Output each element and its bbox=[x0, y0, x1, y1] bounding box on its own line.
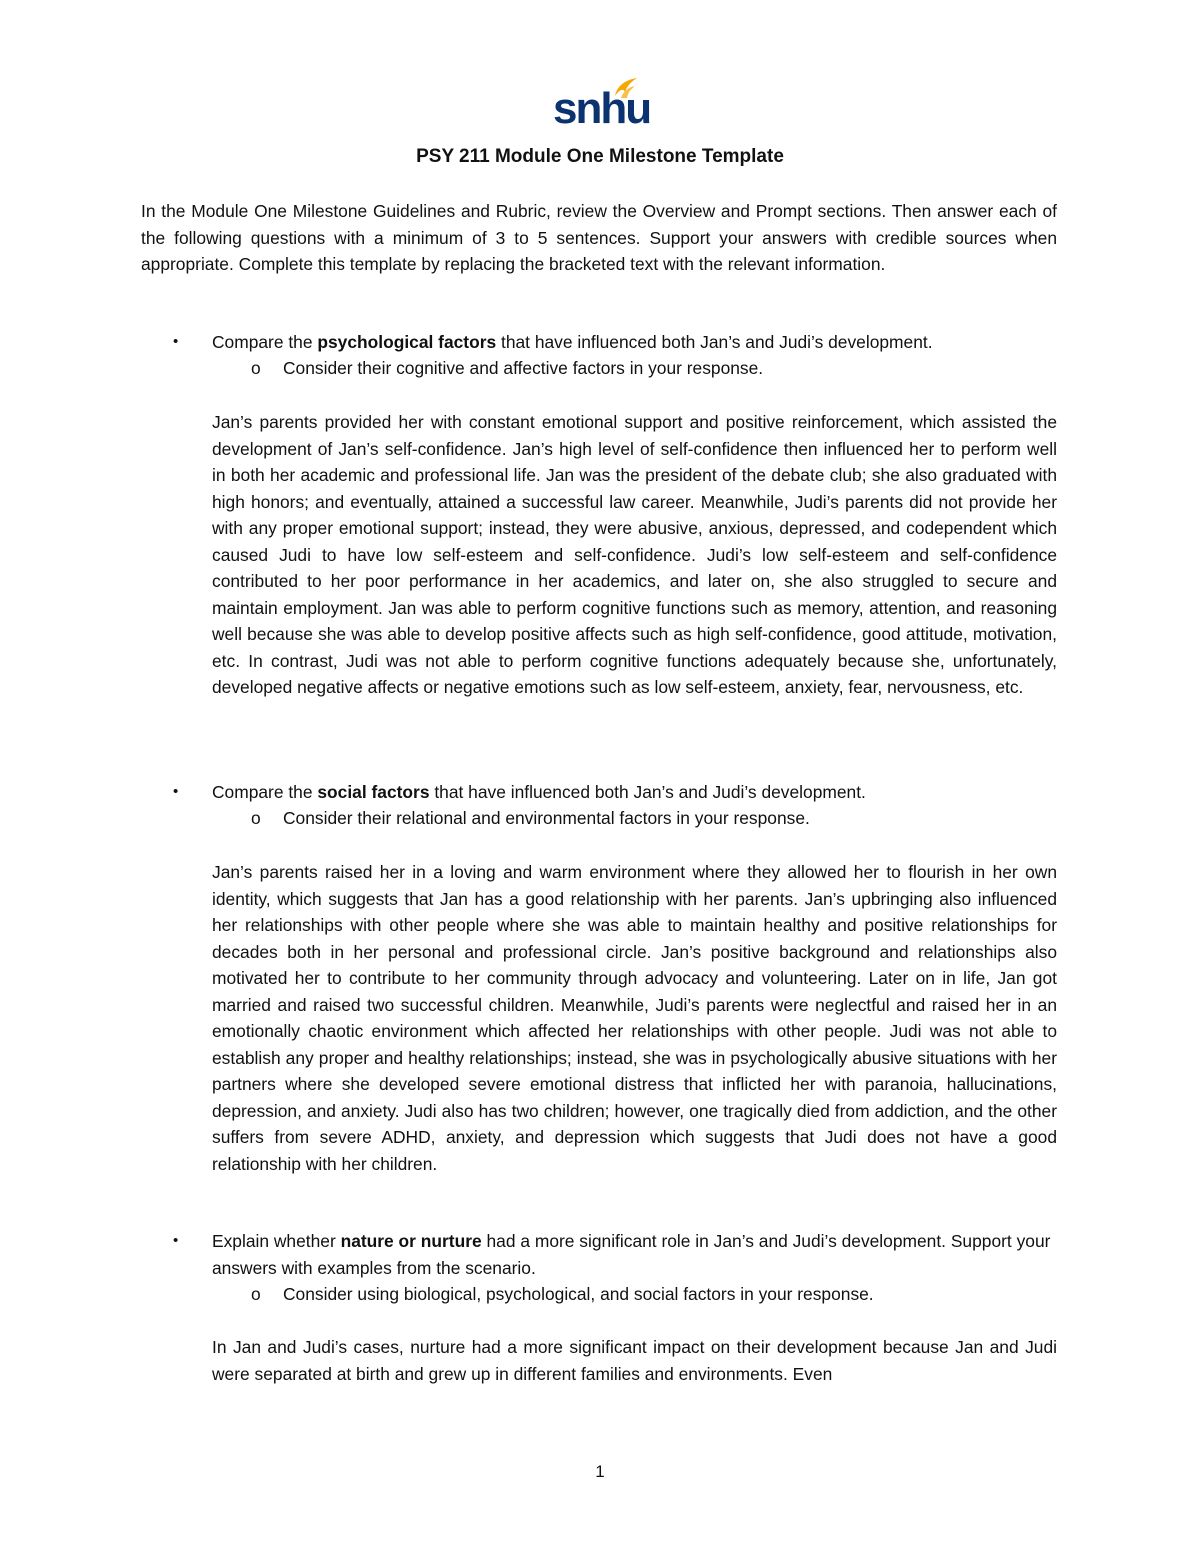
logo-wordmark: snhu bbox=[553, 84, 651, 133]
question-2-sub-text: Consider their relational and environmental factors in your response. bbox=[283, 808, 810, 828]
page-number: 1 bbox=[595, 1462, 605, 1481]
question-3 bbox=[173, 1228, 1057, 1281]
question-3-keyword: nature or nurture bbox=[340, 1231, 482, 1251]
question-2-post: that have influenced both Jan’s and Judi’s development. bbox=[429, 782, 866, 802]
sub-bullet-icon: o bbox=[251, 358, 261, 378]
question-1-post: that have influenced both Jan’s and Judi’s development. bbox=[496, 332, 933, 352]
question-1 bbox=[173, 329, 1057, 356]
document-title: PSY 211 Module One Milestone Template bbox=[416, 146, 784, 167]
question-3-pre: Explain whether bbox=[212, 1231, 341, 1251]
question-1-sub bbox=[251, 355, 1057, 382]
sub-bullet-icon: o bbox=[251, 1284, 261, 1304]
question-1-keyword: psychological factors bbox=[317, 332, 497, 352]
bullet-icon: • bbox=[173, 333, 179, 350]
question-2-keyword: social factors bbox=[317, 782, 430, 802]
bullet-icon: • bbox=[173, 1232, 179, 1249]
question-1-sub-text: Consider their cognitive and affective factors in your response. bbox=[283, 358, 764, 378]
question-3-post: had a more significant role in Jan’s and Judi’s development. Support your answers with examples from the scenario. bbox=[212, 1231, 1051, 1278]
answer-1: Jan’s parents provided her with constant emotional support and positive reinforcement, which assisted the development of Jan’s self-confidence. Jan’s high level of self-confidence then influenced her to perform well in both her academic and professional life. Jan was the president of the debate club; she also graduated with high honors; and eventually, attained a successful law career. Meanwhile, Judi’s parents did not provide her with any proper emotional support; instead, they were abusive, anxious, depressed, and codependent which caused Judi to have low self-esteem and self-confidence. Judi’s low self-esteem and self-confidence contributed to her poor performance in her academics, and later on, she also struggled to secure and maintain employment. Jan was able to perform cognitive functions such as memory, attention, and reasoning well because she was able to develop positive affects such as high self-confidence, good attitude, motivation, etc. In contrast, Judi was not able to perform cognitive functions adequately because she, unfortunately, developed negative affects or negative emotions such as low self-esteem, anxiety, fear, nervousness, etc. bbox=[212, 412, 1057, 697]
question-2-sub bbox=[251, 805, 1057, 832]
question-2-pre: Compare the bbox=[212, 782, 318, 802]
question-2 bbox=[173, 779, 1057, 806]
answer-2: Jan’s parents raised her in a loving and warm environment where they allowed her to flourish in her own identity, which suggests that Jan has a good relationship with her parents. Jan’s upbringing also influenced her relationships with other people where she was able to maintain healthy and positive relationships for decades both in her personal and professional circle. Jan’s positive background and relationships also motivated her to contribute to her community through advocacy and volunteering. Later on in life, Jan got married and raised two successful children. Meanwhile, Judi’s parents were neglectful and raised her in an emotionally chaotic environment which affected her relationships with other people. Judi was not able to establish any proper and healthy relationships; instead, she was in psychologically abusive situations with her partners where she developed severe emotional distress that inflicted her with paranoia, hallucinations, depression, and anxiety. Judi also has two children; however, one tragically died from addiction, and the other suffers from severe ADHD, anxiety, and depression which suggests that Judi does not have a good relationship with her children. bbox=[212, 862, 1057, 1174]
bullet-icon: • bbox=[173, 783, 179, 800]
question-3-sub bbox=[251, 1281, 1057, 1308]
snhu-logo bbox=[553, 76, 651, 134]
sub-bullet-icon: o bbox=[251, 808, 261, 828]
question-1-pre: Compare the bbox=[212, 332, 318, 352]
question-3-sub-text: Consider using biological, psychological, and social factors in your response. bbox=[283, 1284, 874, 1304]
answer-3: In Jan and Judi’s cases, nurture had a more significant impact on their development because Jan and Judi were separated at birth and grew up in different families and environments. Even bbox=[212, 1337, 1057, 1384]
intro-paragraph: In the Module One Milestone Guidelines and Rubric, review the Overview and Prompt sections. Then answer each of the following questions with a minimum of 3 to 5 sentences. Support your answers with credible sources when appropriate. Complete this template by replacing the bracketed text with the relevant information. bbox=[141, 201, 1057, 274]
